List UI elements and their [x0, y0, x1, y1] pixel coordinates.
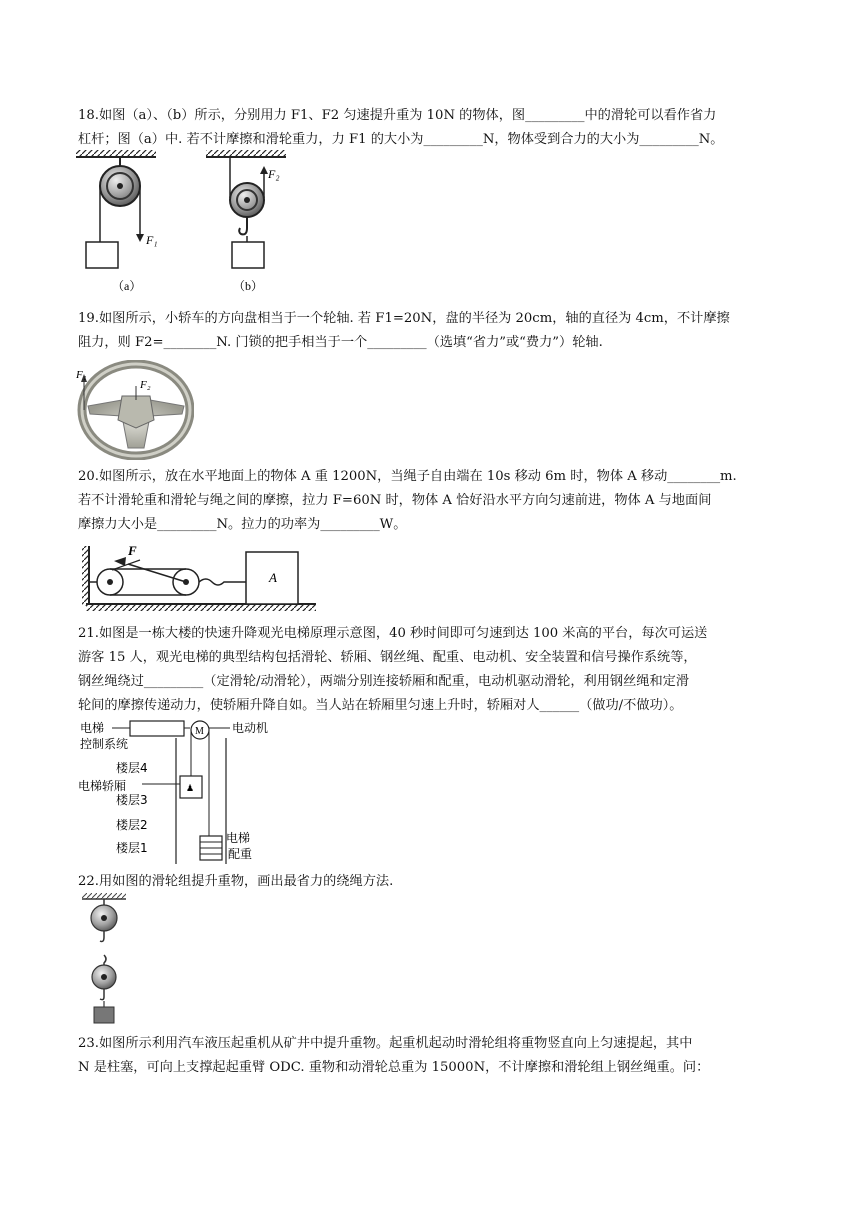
- car-label: 电梯轿厢: [78, 779, 127, 793]
- steering-wheel-figure: [74, 360, 194, 464]
- floor3-label: 楼层3: [116, 793, 148, 807]
- block-a-label: A: [269, 570, 277, 585]
- floor2-label: 楼层2: [116, 818, 148, 832]
- q23-line-1: 23.如图所示利用汽车液压起重机从矿井中提升重物。起重机起动时滑轮组将重物竖直向上匀速提起，其中: [78, 1036, 693, 1051]
- q20-line-1: 20.如图所示，放在水平地面上的物体 A 重 1200N，当绳子自由端在 10s 移动 6m 时，物体 A 移动________m.: [78, 469, 737, 484]
- motor-label: 电动机: [232, 721, 269, 735]
- q21-line-1: 21.如图是一栋大楼的快速升降观光电梯原理示意图，40 秒时间即可匀速到达 100 米高的平台，每次可运送: [78, 626, 708, 641]
- floor1-label: 楼层1: [116, 841, 148, 855]
- figure-a-label: （a）: [112, 279, 142, 293]
- q18-line-1: 18.如图（a）、（b）所示，分别用力 F1、F2 匀速提升重为 10N 的物体，图_________中的滑轮可以看作省力: [78, 108, 717, 123]
- q20-line-2: 若不计滑轮重和滑轮与绳之间的摩擦，拉力 F=60N 时，物体 A 恰好沿水平方向匀速前进，物体 A 与地面间: [78, 493, 712, 508]
- q21-line-4: 轮间的摩擦传递动力，使轿厢升降自如。当人站在轿厢里匀速上升时，轿厢对人______（做功/不做功）。: [78, 698, 683, 713]
- q21-line-2: 游客 15 人，观光电梯的典型结构包括滑轮、轿厢、钢丝绳、配重、电动机、安全装置和信号操作系统等，: [78, 650, 697, 665]
- counterweight-label-2: 配重: [228, 847, 253, 861]
- q22-line-1: 22.用如图的滑轮组提升重物，画出最省力的绕绳方法.: [78, 874, 394, 889]
- force-f-label: F: [128, 543, 137, 558]
- horizontal-pulley-figure: [78, 542, 318, 616]
- elevator-figure: [76, 716, 276, 870]
- figure-b-label: （b）: [233, 279, 264, 293]
- q19-line-2: 阻力，则 F2=________N. 门锁的把手相当于一个_________（选填“省力”或“费力”）轮轴.: [78, 335, 603, 350]
- steering-f1-label: F₁: [76, 369, 87, 381]
- movable-pulley-diagram: [206, 150, 286, 293]
- q18-figure: [76, 148, 306, 302]
- q23-line-2: N 是柱塞，可向上支撑起起重臂 ODC. 重物和动滑轮总重为 15000N，不计摩擦和滑轮组上钢丝绳重。问：: [78, 1060, 710, 1075]
- motor-mark: M: [195, 726, 204, 737]
- passenger-icon: ♟: [186, 783, 195, 793]
- f1-label: F₁: [146, 233, 158, 247]
- q20-line-3: 摩擦力大小是_________N。拉力的功率为_________W。: [78, 517, 407, 532]
- floor4-label: 楼层4: [116, 761, 148, 775]
- q18-line-2: 杠杆；图（a）中. 若不计摩擦和滑轮重力，力 F1 的大小为_________N，物体受到合力的大小为_________N。: [78, 132, 724, 147]
- fixed-pulley-diagram: [76, 150, 158, 293]
- steering-f2-label: F₂: [140, 379, 151, 391]
- control-label-1: 电梯: [80, 721, 105, 735]
- q21-line-3: 钢丝绳绕过_________（定滑轮/动滑轮），两端分别连接轿厢和配重，电动机驱动滑轮，利用钢丝绳和定滑: [78, 674, 690, 689]
- q19-line-1: 19.如图所示，小轿车的方向盘相当于一个轮轴. 若 F1=20N，盘的半径为 20cm，轴的直径为 4cm，不计摩擦: [78, 311, 730, 326]
- control-label-2: 控制系统: [80, 737, 129, 751]
- pulley-block-figure: [82, 893, 132, 1029]
- counterweight-label-1: 电梯: [226, 831, 251, 845]
- f2-label: F₂: [268, 167, 280, 181]
